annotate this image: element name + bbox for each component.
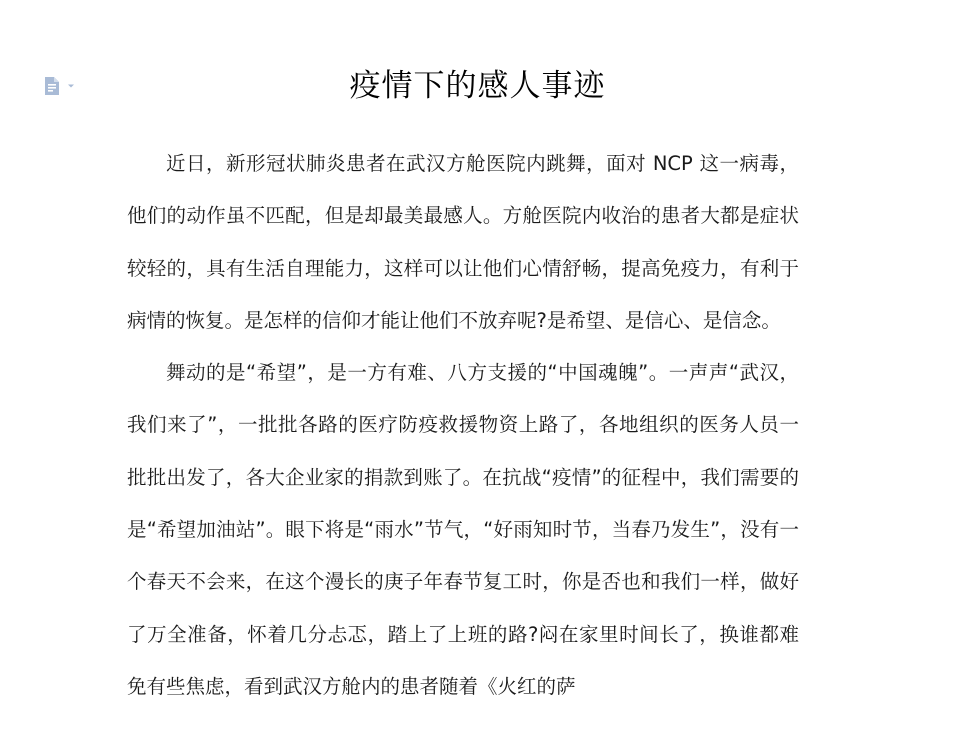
- paragraph: 舞动的是“希望”，是一方有难、八方支援的“中国魂魄”。一声声“武汉，我们来了”，一批批各路的医疗防疫救援物资上路了，各地组织的医务人员一批批出发了，各大企业家的捐款到账了。在抗战“疫情”的征程中，我们需要的是“希望加油站”。眼下将是“雨水”节气，“好雨知时节，当春乃发生”，没有一个春天不会来，在这个漫长的庚子年春节复工时，你是否也和我们一样，做好了万全准备，怀着几分忐忑，踏上了上班的路?闷在家里时间长了，换谁都难免有些焦虑，看到武汉方舱内的患者随着《火红的萨: [127, 361, 799, 698]
- paragraph: 近日，新形冠状肺炎患者在武汉方舱医院内跳舞，面对 NCP 这一病毒，他们的动作虽不匹配，但是却最美最感人。方舱医院内收治的患者大都是症状较轻的，具有生活自理能力，这样可以让他们心情舒畅，提高免疫力，有利于病情的恢复。是怎样的信仰才能让他们不放弃呢?是希望、是信心、是信念。: [127, 152, 799, 332]
- document-title: 疫情下的感人事迹: [349, 68, 606, 104]
- document-body: [127, 138, 799, 713]
